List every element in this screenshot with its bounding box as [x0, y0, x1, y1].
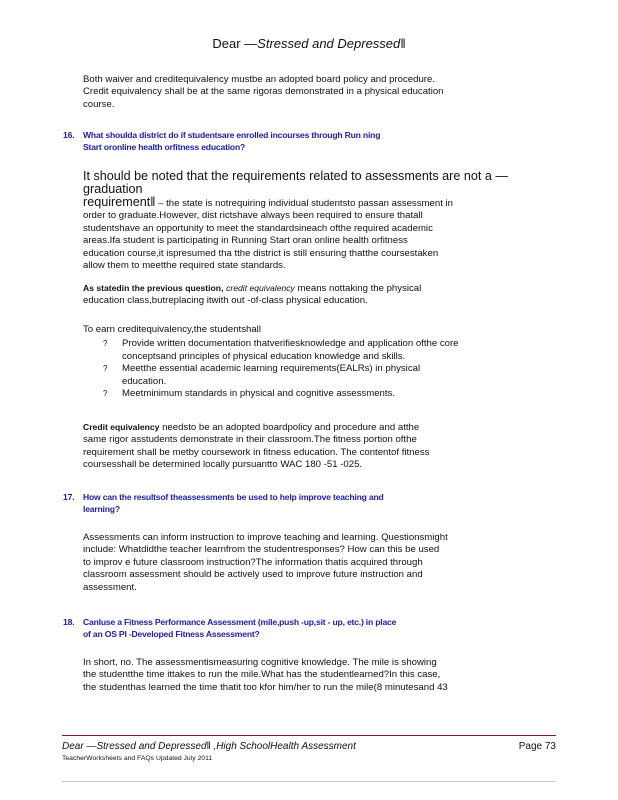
bullet-mark: ?	[103, 339, 108, 349]
answer-line: order to graduate.However, dist rictshave always been required to ensure thatall	[83, 210, 423, 222]
intro-line: Credit equivalency shall be at the same rigoras demonstrated in a physical education	[83, 86, 444, 98]
list-item-line: Provide written documentation thatverifiesknowledge and application ofthe core	[122, 338, 459, 350]
credit-line: coursesshall be determined locally pursuantto WAC 180 -51 -025.	[83, 459, 363, 471]
earn-credit-section	[83, 324, 543, 400]
footer-subtitle: TeacherWorksheets and FAQs Updated July 2011	[62, 755, 213, 762]
list-item-line: education.	[122, 375, 167, 387]
page-footer	[62, 735, 556, 762]
question-line: of an OS PI -Developed Fitness Assessment?	[83, 629, 260, 639]
answer-line: to improv e future classroom instruction?The information thatis acquired through	[83, 556, 423, 568]
list-item-line: conceptsand principles of physical education knowledge and skills.	[122, 350, 406, 362]
question-17	[63, 491, 543, 515]
question-line: Canluse a Fitness Performance Assessment (mile,push -up,sit - up, etc.) in place	[83, 617, 397, 627]
answer-line: education course,it ispresumed tha tthe district is still ensuring thatthe coursestaken	[83, 247, 439, 259]
list-item-line: Meetthe essential academic learning requirements(EALRs) in physical	[122, 363, 421, 375]
credit-line: same rigor asstudents demonstrate in their classroom.The fitness portion ofthe	[83, 434, 417, 446]
list-item	[103, 363, 543, 388]
answer-line: the studentthe time ittakes to run the mile.What has the studentlearned?In this case,	[83, 669, 441, 681]
header-prefix: Dear	[212, 36, 241, 51]
answer-line: assessment.	[83, 581, 137, 593]
italic-phrase: credit equivalency	[226, 283, 295, 293]
question-line: How can the resultsof theassessments be used to help improve teaching and	[83, 492, 384, 502]
answer-18	[83, 657, 543, 694]
list-item	[103, 388, 543, 400]
answer-line: means nottaking the physical	[297, 283, 422, 294]
footer-bottom-rule	[62, 781, 556, 782]
answer-line: – the state is notrequiring individual studentsto passan assessment in	[155, 198, 453, 209]
page-number: Page 73	[518, 741, 556, 752]
answer-17	[83, 532, 543, 594]
answer-line: allow them to meetthe required state standards.	[83, 260, 286, 272]
footer-title: Dear —Stressed and Depressed‖ ,High SchoolHealth Assessment	[62, 741, 356, 752]
credit-line: requirement shall be metby coursework in fitness education. The contentof fitness	[83, 446, 430, 458]
bold-phrase: Credit equivalency	[83, 422, 160, 432]
earn-intro: To earn creditequivalency,the studentshall	[83, 324, 261, 335]
question-number: 17.	[63, 492, 75, 502]
answer-line: areas.Ifa student is participating in Running Start oran online health orfitness	[83, 235, 408, 247]
intro-line: Both waiver and creditequivalency mustbe an adopted board policy and procedure.	[83, 74, 435, 85]
bullet-mark: ?	[103, 364, 108, 374]
header-title: —Stressed and Depressed‖	[244, 36, 406, 51]
answer-line: the studenthas learned the time thatit too kfor him/her to run the mile(8 minutesand 43	[83, 681, 448, 693]
intro-line: course.	[83, 98, 115, 110]
question-line: learning?	[83, 504, 120, 514]
answer-line: In short, no. The assessmentismeasuring cognitive knowledge. The mile is showing	[83, 657, 437, 668]
answer-line: Assessments can inform instruction to improve teaching and learning. Questionsmight	[83, 532, 448, 543]
answer-lead: requirement‖	[83, 195, 156, 209]
answer-line: classroom assessment should be actively used to improve future instruction and	[83, 569, 423, 581]
question-number: 16.	[63, 130, 75, 140]
bullet-mark: ?	[103, 389, 108, 399]
question-16	[63, 129, 543, 153]
question-number: 18.	[63, 617, 75, 627]
requirement-list	[83, 338, 543, 400]
question-18	[63, 616, 543, 640]
question-line: What shoulda district do if studentsare enrolled incourses through Run ning	[83, 130, 381, 140]
bold-phrase: As statedin the previous question,	[83, 283, 224, 293]
question-line: Start oronline health orfitness education?	[83, 142, 246, 152]
answer-line: studentshave an opportunity to meet the standardsineach ofthe required academic	[83, 222, 433, 234]
answer-line: education class,butreplacing itwith out -of-class physical education.	[83, 295, 368, 307]
credit-equivalency-paragraph	[83, 421, 543, 472]
page-header	[0, 36, 618, 51]
answer-lead: It should be noted that the requirements related to assessments are not a —graduation	[83, 169, 508, 196]
answer-16	[83, 170, 543, 272]
answer-16-continued	[83, 282, 543, 308]
credit-line: needsto be an adopted boardpolicy and procedure and atthe	[162, 422, 420, 433]
list-item	[103, 338, 543, 363]
list-item-line: Meetminimum standards in physical and cognitive assessments.	[122, 388, 396, 400]
intro-paragraph	[83, 74, 543, 111]
answer-line: include: Whatdidthe teacher learnfrom the studentresponses? How can this be used	[83, 544, 440, 556]
